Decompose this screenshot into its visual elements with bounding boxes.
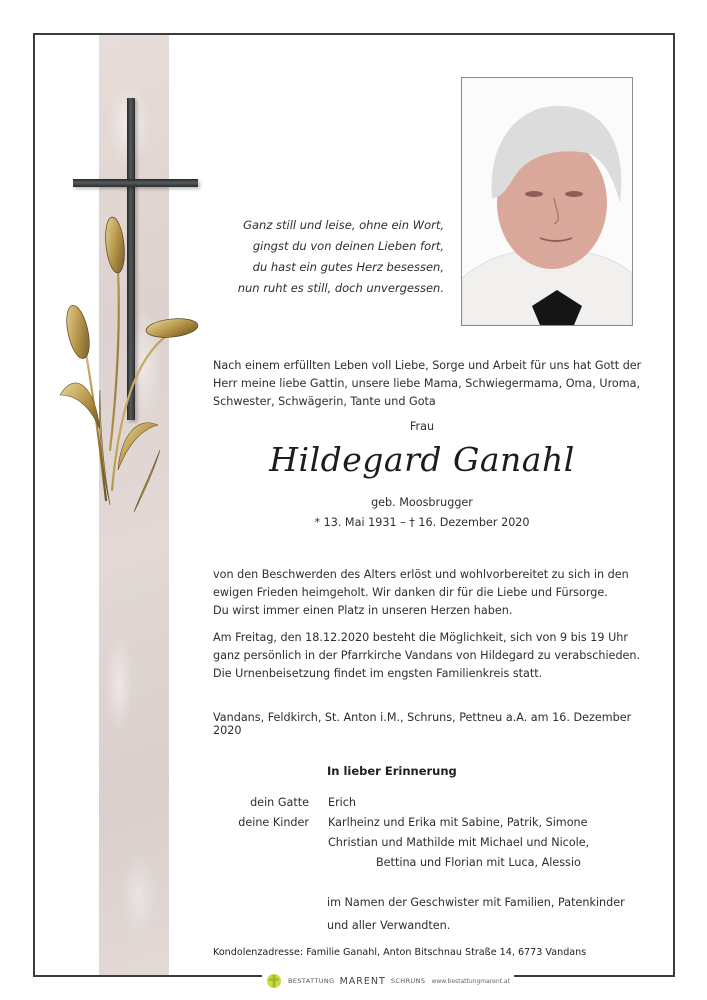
footer-place: SCHRUNS [390,977,426,985]
footer-url[interactable]: www.bestattungmarent.at [431,977,510,985]
siblings-line: im Namen der Geschwister mit Familien, Patenkinder [327,896,625,909]
portrait-photo-frame [461,77,633,326]
poem-line: Ganz still und leise, ohne ein Wort, [243,218,444,232]
funeral-home-footer [262,970,514,992]
family-names: Erich [328,796,357,809]
intro-text [213,357,663,411]
birth-name: geb. Moosbrugger [371,496,473,509]
paragraph-line: ewigen Frieden heimgeholt. Wir danken dir für die Liebe und Fürsorge. [213,586,608,599]
paragraph-line: Du wirst immer einen Platz in unseren Herzen haben. [213,604,513,617]
intro-line: Schwester, Schwägerin, Tante und Gota [213,395,436,408]
poem-line: nun ruht es still, doch unvergessen. [237,281,444,295]
family-list [213,796,653,876]
cross-icon-crossbar [73,179,198,187]
paragraph-line: ganz persönlich in der Pfarrkirche Vandans von Hildegard zu verabschieden. [213,649,641,662]
wheat-stalks [78,270,175,500]
funeral-home-logo [266,973,282,989]
paragraph-line: Am Freitag, den 18.12.2020 besteht die Möglichkeit, sich von 9 bis 19 Uhr [213,631,628,644]
place-date: Vandans, Feldkirch, St. Anton i.M., Schruns, Pettneu a.A. am 16. Dezember 2020 [213,711,632,737]
portrait-photo [462,78,632,325]
family-names: Christian und Mathilde mit Michael und Nicole, [328,836,590,849]
paragraph-farewell [213,629,663,683]
wheat-heads [63,216,199,360]
paragraph-line: von den Beschwerden des Alters erlöst und wohlvorbereitet zu sich in den [213,568,629,581]
paragraph-gratitude [213,566,663,620]
intro-line: Nach einem erfüllten Leben voll Liebe, Sorge und Arbeit für uns hat Gott der [213,359,642,372]
paragraph-line: Die Urnenbeisetzung findet im engsten Familienkreis statt. [213,667,543,680]
family-row [213,856,653,876]
family-names: Karlheinz und Erika mit Sabine, Patrik, Simone [328,816,588,829]
wheat-ornament [40,200,210,520]
poem-line: gingst du von deinen Lieben fort, [252,239,444,253]
family-role: deine Kinder [238,816,309,829]
deceased-name: Hildegard Ganahl [269,440,575,479]
footer-prefix: BESTATTUNG [288,977,335,985]
life-dates: * 13. Mai 1931 – † 16. Dezember 2020 [314,516,530,529]
condolence-address: Kondolenzadresse: Familie Ganahl, Anton Bitschnau Straße 14, 6773 Vandans [213,947,587,958]
intro-line: Herr meine liebe Gattin, unsere liebe Mama, Schwiegermama, Oma, Uroma, [213,377,641,390]
footer-brand: MARENT [339,975,386,987]
memory-title: In lieber Erinnerung [327,764,457,778]
poem [200,215,444,299]
salutation: Frau [409,420,435,433]
family-row [213,796,653,816]
family-names: Bettina und Florian mit Luca, Alessio [376,856,581,869]
poem-line: du hast ein gutes Herz besessen, [252,260,444,274]
family-role: dein Gatte [250,796,309,809]
siblings-line: und aller Verwandten. [327,919,451,932]
family-row [213,816,653,836]
siblings-note [327,891,625,937]
family-row [213,836,653,856]
